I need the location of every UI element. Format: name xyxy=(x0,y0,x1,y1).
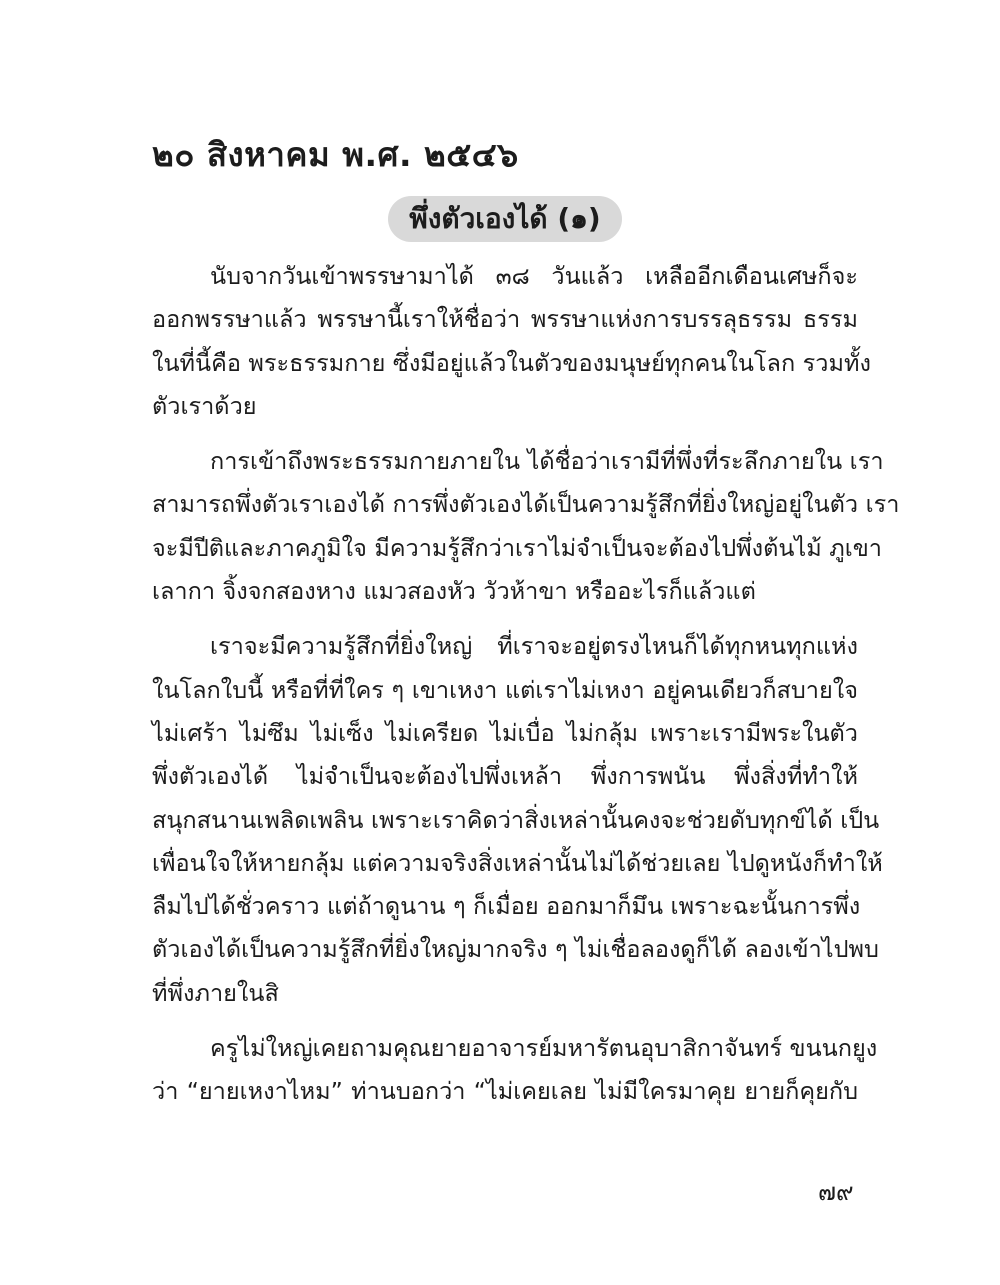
text-line: ตัวเราด้วย xyxy=(152,391,257,420)
paragraph-3 xyxy=(152,625,883,1015)
section-title-badge xyxy=(388,196,622,242)
text-line: ไม่เศร้า ไม่ซึม ไม่เซ็ง ไม่เครียด ไม่เบื่อ ไม่กลุ้ม เพราะเรามีพระในตัว xyxy=(152,718,858,747)
text-line: ในโลกใบนี้ หรือที่ที่ใคร ๆ เขาเหงา แต่เราไม่เหงา อยู่คนเดียวก็สบายใจ xyxy=(152,675,858,704)
text-line: สนุกสนานเพลิดเพลิน เพราะเราคิดว่าสิ่งเหล่านั้นคงจะช่วยดับทุกข์ได้ เป็น xyxy=(152,805,880,834)
text-line: นับจากวันเข้าพรรษามาได้ ๓๘ วันแล้ว เหลืออีกเดือนเศษก็จะ xyxy=(210,262,858,290)
text-line: ในที่นี้คือ พระธรรมกาย ซึ่งมีอยู่แล้วในตัวของมนุษย์ทุกคนในโลก รวมทั้ง xyxy=(152,348,871,377)
text-line: เราจะมีความรู้สึกที่ยิ่งใหญ่ ที่เราจะอยู่ตรงไหนก็ได้ทุกหนทุกแห่ง xyxy=(210,632,858,661)
body-text xyxy=(152,255,900,1126)
text-line: ว่า “ยายเหงาไหม” ท่านบอกว่า “ไม่เคยเลย ไม่มีใครมาคุย ยายก็คุยกับ xyxy=(152,1077,858,1106)
text-line: เลากา จิ้งจกสองหาง แมวสองหัว วัวห้าขา หรืออะไรก็แล้วแต่ xyxy=(152,577,756,606)
section-title: พึ่งตัวเองได้ (๑) xyxy=(409,202,601,235)
page-number: ๗๙ xyxy=(818,1178,854,1206)
paragraph-1 xyxy=(152,255,871,428)
text-line: ออกพรรษาแล้ว พรรษานี้เราให้ชื่อว่า พรรษาแห่งการบรรลุธรรม ธรรม xyxy=(152,305,858,334)
text-line: จะมีปีติและภาคภูมิใจ มีความรู้สึกว่าเราไม่จำเป็นจะต้องไปพึ่งต้นไม้ ภูเขา xyxy=(152,533,882,562)
text-line: ที่พึ่งภายในสิ xyxy=(152,978,279,1007)
text-line: ตัวเองได้เป็นความรู้สึกที่ยิ่งใหญ่มากจริง ๆ ไม่เชื่อลองดูก็ได้ ลองเข้าไปพบ xyxy=(152,935,879,964)
text-line: พึ่งตัวเองได้ ไม่จำเป็นจะต้องไปพึ่งเหล้า พึ่งการพนัน พึ่งสิ่งที่ทำให้ xyxy=(152,762,858,791)
paragraph-2 xyxy=(152,440,900,613)
paragraph-4 xyxy=(152,1027,878,1114)
text-line: เพื่อนใจให้หายกลุ้ม แต่ความจริงสิ่งเหล่านั้นไม่ได้ช่วยเลย ไปดูหนังก็ทำให้ xyxy=(152,848,883,877)
text-line: การเข้าถึงพระธรรมกายภายใน ได้ชื่อว่าเรามีที่พึ่งที่ระลึกภายใน เรา xyxy=(210,447,884,476)
date-heading: ๒๐ สิงหาคม พ.ศ. ๒๕๔๖ xyxy=(152,135,519,174)
text-line: สามารถพึ่งตัวเราเองได้ การพึ่งตัวเองได้เป็นความรู้สึกที่ยิ่งใหญ่อยู่ในตัว เรา xyxy=(152,490,900,519)
text-line: ครูไม่ใหญ่เคยถามคุณยายอาจารย์มหารัตนอุบาสิกาจันทร์ ขนนกยูง xyxy=(210,1034,878,1063)
text-line: ลืมไปได้ชั่วคราว แต่ถ้าดูนาน ๆ ก็เมื่อย ออกมาก็มึน เพราะฉะนั้นการพึ่ง xyxy=(152,892,861,921)
